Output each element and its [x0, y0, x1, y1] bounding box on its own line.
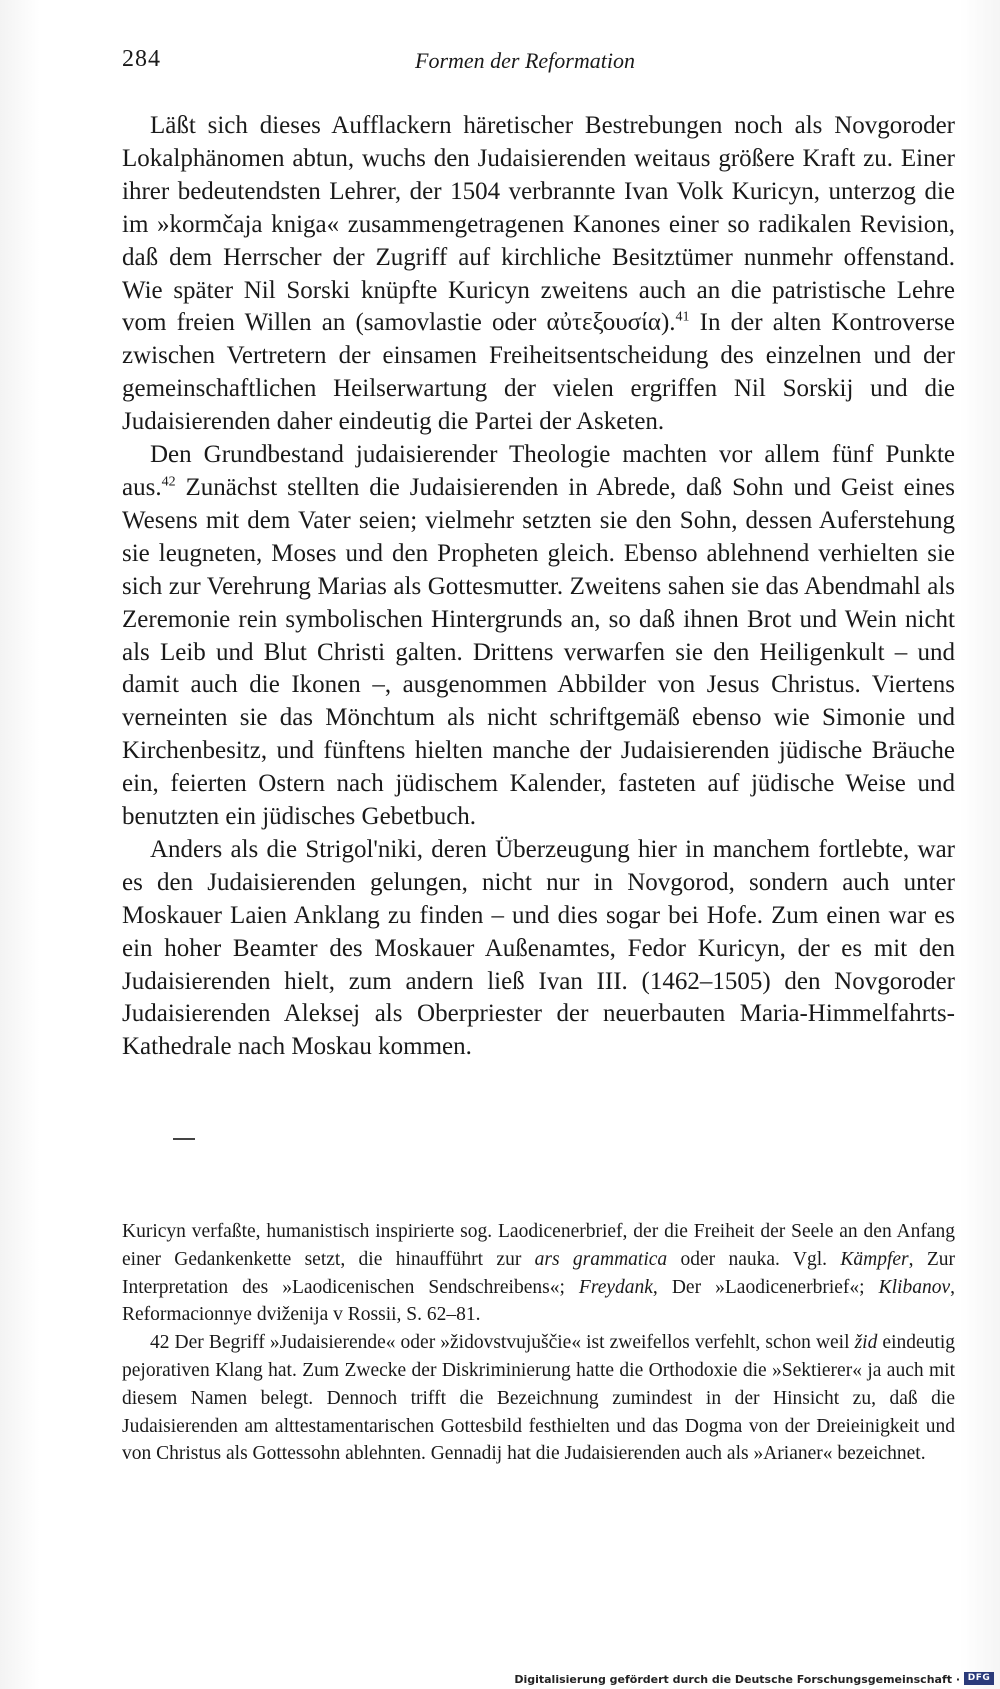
paragraph — [122, 834, 955, 1064]
paragraph-text: Läßt sich dieses Aufflackern häretischer Bestrebungen noch als Novgoroder Lokalphänomen abtun, wuchs den Judaisierenden weitaus größere Kraft zu. Einer ihrer bedeutendsten Lehrer, der 1504 verbrannte Ivan Volk Kuricyn, unterzog die im »kormčaja kniga« zusammengetragenen Kanones einer so radikalen Revision, daß dem Herrscher der Zugriff auf kirchliche Besitztümer nunmehr offenstand. Wie später Nil Sorski knüpfte Kuricyn zweitens auch an die patristische Lehre vom freien Willen an (samovlastie oder αὐτεξουσία). — [122, 112, 955, 337]
footnote-text: 42 Der Begriff »Judaisierende« oder »židovstvujuščie« ist zweifellos verfehlt, schon weil — [150, 1332, 855, 1354]
footnote-ref: 41 — [675, 310, 690, 326]
running-head: Formen der Reformation — [415, 48, 635, 73]
footnote-italic: Kämpfer — [840, 1248, 909, 1270]
footnote-italic: Klibanov — [878, 1276, 951, 1298]
main-text — [122, 110, 955, 1064]
dfg-logo-icon: DFG — [964, 1672, 994, 1685]
footnote-text: eindeutig pejorativen Klang hat. Zum Zwecke der Diskriminierung hatte die Orthodoxie die »Sektierer« ja auch mit diesem Namen belegt. Dennoch trifft die Bezeichnung zumindest in der Hinsicht zu, daß die Judaisierenden am alttestamentarischen Gottesbild festhielten und das Dogma von der Dreieinigkeit und von Christus als Gottessohn ablehnten. Gennadij hat die Judaisierenden auch als »Arianer« bezeichnet. — [122, 1332, 955, 1465]
footnote-text: Kuricyn verfaßte, humanistisch inspirierte sog. Laodicenerbrief, der die Freiheit der Seele an den Anfang einer Gedankenkette setzt, die hinaufführt zur — [122, 1221, 955, 1270]
paragraph — [122, 439, 955, 834]
paragraph-text: Anders als die Strigol'niki, deren Überzeugung hier in manchem fortlebte, war es den Judaisierenden gelungen, nicht nur in Novgorod, sondern auch unter Moskauer Laien Anklang zu finden – und dies sogar bei Hofe. Zum einen war es ein hoher Beamter des Moskauer Außenamtes, Fedor Kuricyn, der es mit den Judaisierenden hielt, zum andern ließ Ivan III. (1462–1505) den Novgoroder Judaisierenden Aleksej als Oberpriester der neuerbauten Maria-Himmelfahrts-Kathedrale nach Moskau kommen. — [122, 835, 955, 1061]
footnote-continued — [122, 1218, 955, 1329]
footnote-text: , Zur Interpretation des »Laodicenischen Sendschreibens«; — [122, 1248, 956, 1298]
paragraph-text: Zunächst stellten die Judaisierenden in Abrede, daß Sohn und Geist eines Wesens mit dem Vater seien; vielmehr setzten sie den Sohn, dessen Auferstehung sie leugneten, Moses und den Propheten gleich. Ebenso ablehnend verhielten sie sich zur Verehrung Marias als Gottesmutter. Zweitens sahen sie das Abendmahl als Zeremonie rein symbolischen Hintergrunds an, so daß ihnen Brot und Wein nicht als Leib und Blut Christi galten. Drittens verwarfen sie den Heiligenkult – und damit auch die Ikonen –, ausgenommen Abbilder von Jesus Christus. Viertens verneinten sie das Mönchtum als nicht schriftgemäß ebenso wie Simonie und Kirchenbesitz, und fünftens hielten manche der Judaisierenden jüdische Bräuche ein, feierten Ostern nach jüdischem Kalender, fasteten auf jüdische Weise und benutzten ein jüdisches Gebetbuch. — [122, 473, 955, 831]
footnote-42 — [122, 1329, 955, 1468]
page-number: 284 — [122, 46, 161, 72]
paragraph-text: In der alten Kontroverse zwischen Vertretern der einsamen Freiheitsentscheidung des einzelnen und der gemeinschaftlichen Heilserwartung der vielen ergriffen Nil Sorskij und die Judaisierenden daher eindeutig die Partei der Asketen. — [122, 309, 955, 436]
paragraph — [122, 110, 955, 439]
digitization-credit: Digitalisierung gefördert durch die Deutsche Forschungsgemeinschaft · — [514, 1673, 960, 1686]
footnote-separator — [173, 1138, 195, 1140]
footnote-ref: 42 — [161, 474, 176, 490]
footnote-text: , Reformacionnye dviženija v Rossii, S. 62–81. — [122, 1276, 955, 1326]
footnote-text: oder nauka. Vgl. — [667, 1248, 841, 1270]
footnote-italic: žid — [854, 1332, 878, 1354]
footnote-text: , Der »Laodicenerbrief«; — [652, 1276, 879, 1298]
footnote-italic: ars grammatica — [534, 1248, 668, 1270]
footnotes — [122, 1218, 955, 1468]
paragraph-text: Den Grundbestand judaisierender Theologie machten vor allem fünf Punkte aus. — [122, 441, 955, 501]
footnote-italic: Freydank — [578, 1276, 653, 1298]
